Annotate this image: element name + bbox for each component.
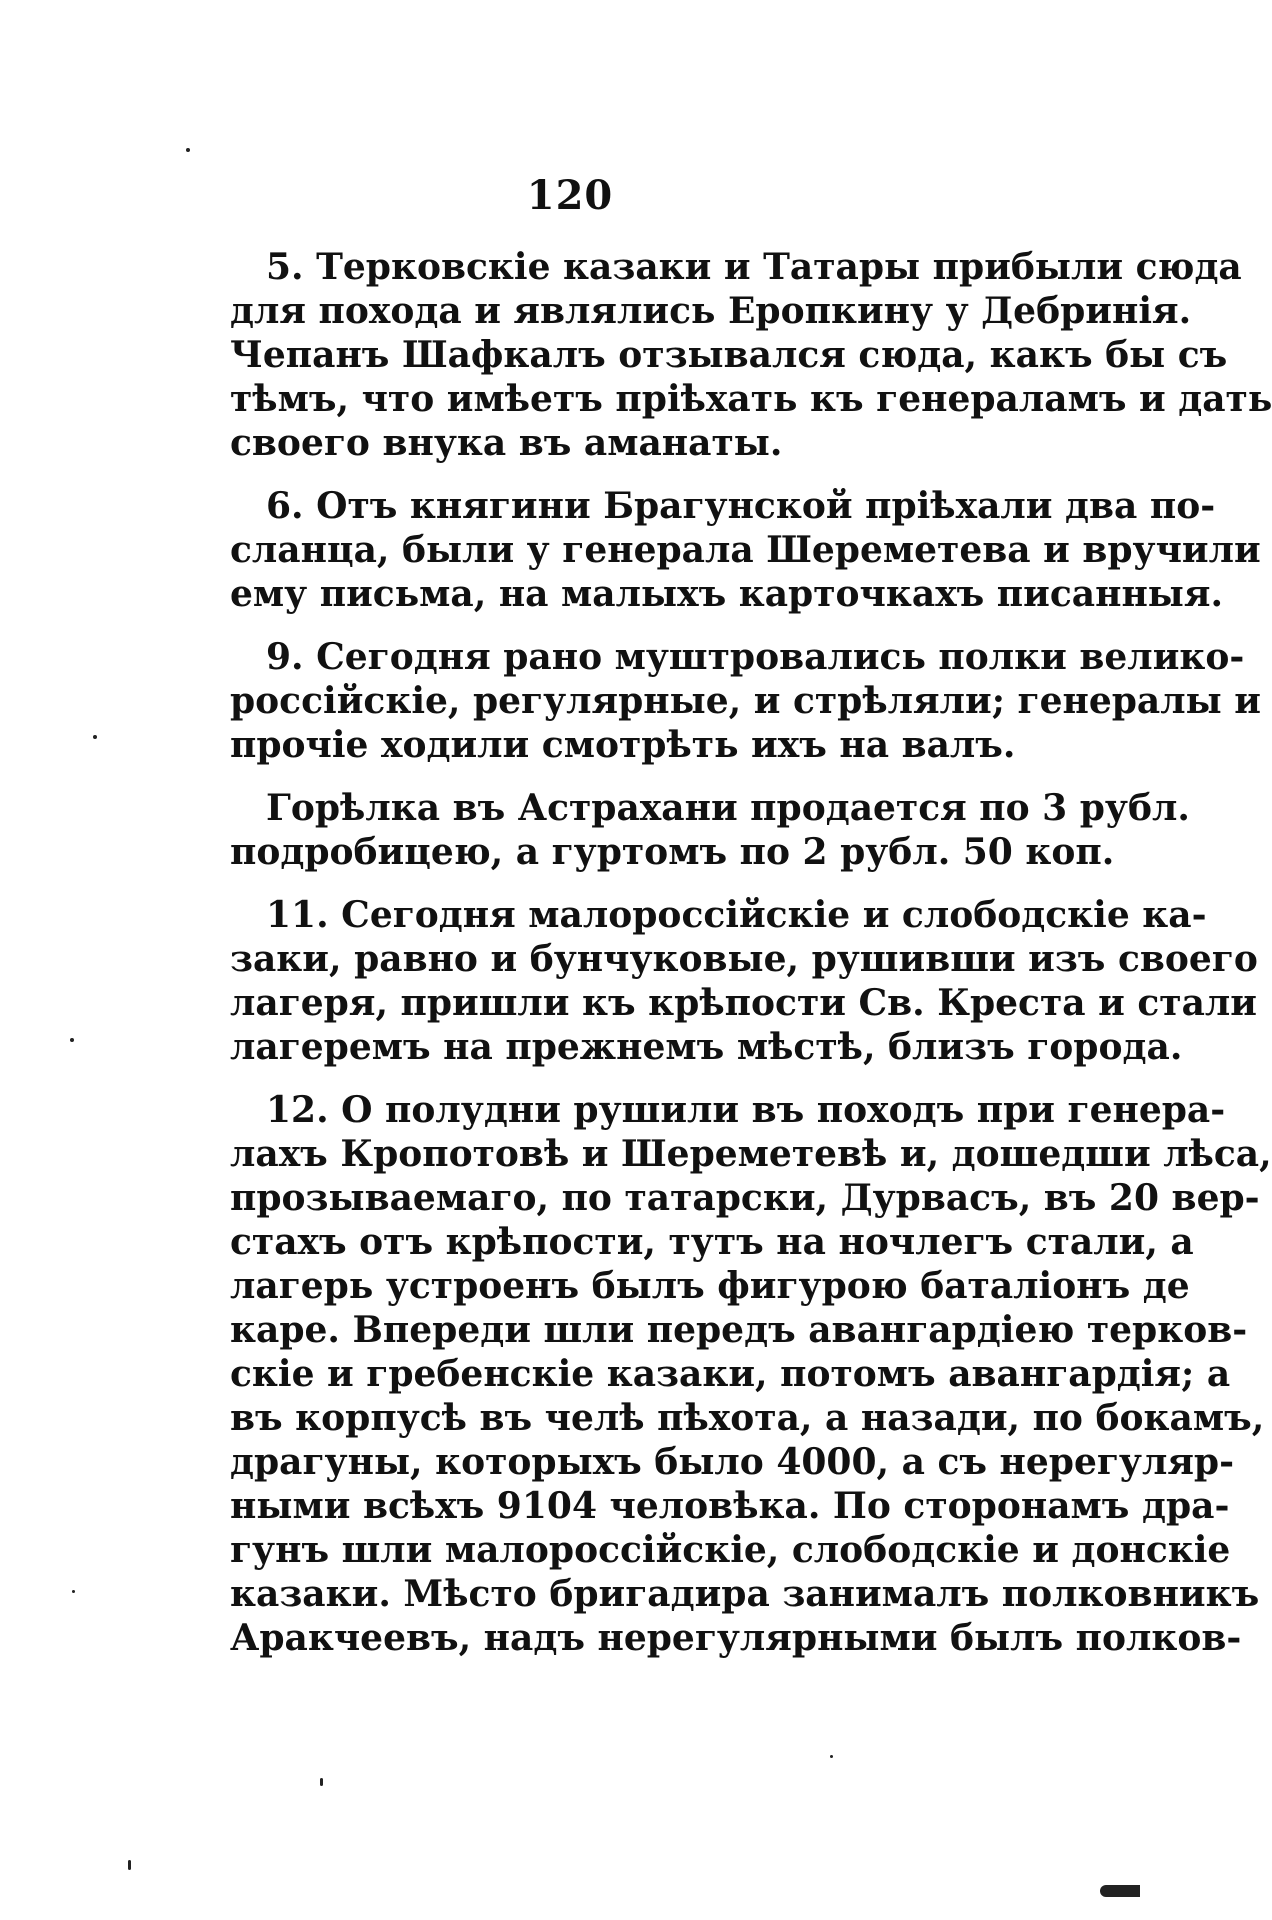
text-line: россійскіе, регулярные, и стрѣляли; генералы и bbox=[230, 680, 1261, 722]
text-line: прочіе ходили смотрѣть ихъ на валъ. bbox=[230, 724, 1016, 766]
paragraph-vodka-price bbox=[230, 786, 1190, 874]
text-line: ными всѣхъ 9104 человѣка. По сторонамъ дра- bbox=[230, 1485, 1230, 1527]
paragraph-entry-9 bbox=[230, 635, 1261, 767]
text-line: подробицею, а гуртомъ по 2 рубл. 50 коп. bbox=[230, 831, 1115, 873]
text-line: лахъ Кропотовѣ и Шереметевѣ и, дошедши лѣса, bbox=[230, 1133, 1272, 1175]
scan-speck bbox=[830, 1755, 833, 1758]
body-text bbox=[230, 245, 1272, 1679]
page-number: 120 bbox=[526, 172, 614, 219]
text-line: 5. Терковскіе казаки и Татары прибыли сюда bbox=[266, 246, 1242, 288]
text-line: 9. Сегодня рано муштровались полки велико- bbox=[266, 636, 1245, 678]
text-line: лагеря, пришли къ крѣпости Св. Креста и стали bbox=[230, 982, 1258, 1024]
text-line: прозываемаго, по татарски, Дурвасъ, въ 20 вер- bbox=[230, 1177, 1260, 1219]
paragraph-entry-11 bbox=[230, 893, 1258, 1069]
scan-speck bbox=[128, 1860, 131, 1870]
text-line: Чепанъ Шафкалъ отзывался сюда, какъ бы съ bbox=[230, 334, 1228, 376]
text-line: сланца, были у генерала Шереметева и вручили bbox=[230, 529, 1261, 571]
text-line: заки, равно и бунчуковые, рушивши изъ своего bbox=[230, 938, 1258, 980]
text-line: казаки. Мѣсто бригадира занималъ полковникъ bbox=[230, 1573, 1260, 1615]
scan-speck bbox=[72, 1590, 75, 1593]
text-line: въ корпусѣ въ челѣ пѣхота, а назади, по бокамъ, bbox=[230, 1397, 1265, 1439]
text-line: стахъ отъ крѣпости, тутъ на ночлегъ стали, а bbox=[230, 1221, 1194, 1263]
text-line: гунъ шли малороссійскіе, слободскіе и донскіе bbox=[230, 1529, 1231, 1571]
paragraph-entry-5 bbox=[230, 245, 1272, 465]
text-line: Аракчеевъ, надъ нерегулярными былъ полков- bbox=[230, 1617, 1242, 1659]
scan-speck bbox=[70, 1038, 74, 1042]
text-line: 11. Сегодня малороссійскіе и слободскіе ка- bbox=[266, 894, 1207, 936]
text-line: скіе и гребенскіе казаки, потомъ авангардія; а bbox=[230, 1353, 1231, 1395]
scan-speck bbox=[186, 148, 190, 152]
text-line: своего внука въ аманаты. bbox=[230, 422, 783, 464]
text-line: каре. Впереди шли передъ авангардіею терков- bbox=[230, 1309, 1248, 1351]
text-line: лагерь устроенъ былъ фигурою баталіонъ де bbox=[230, 1265, 1190, 1307]
text-line: 12. О полудни рушили въ походъ при генера- bbox=[266, 1089, 1226, 1131]
text-line: драгуны, которыхъ было 4000, а съ нерегуляр- bbox=[230, 1441, 1235, 1483]
text-line: тѣмъ, что имѣетъ пріѣхать къ генераламъ и дать bbox=[230, 378, 1272, 420]
scan-speck bbox=[93, 735, 97, 739]
text-line: лагеремъ на прежнемъ мѣстѣ, близъ города. bbox=[230, 1026, 1183, 1068]
scan-speck bbox=[1100, 1885, 1140, 1897]
scan-speck bbox=[320, 1778, 323, 1786]
text-line: 6. Отъ княгини Брагунской пріѣхали два по- bbox=[266, 485, 1216, 527]
text-line: ему письма, на малыхъ карточкахъ писанныя. bbox=[230, 573, 1224, 615]
paragraph-entry-6 bbox=[230, 484, 1261, 616]
text-line: для похода и являлись Еропкину у Дебринія. bbox=[230, 290, 1192, 332]
text-line: Горѣлка въ Астрахани продается по 3 рубл. bbox=[266, 787, 1190, 829]
paragraph-entry-12 bbox=[230, 1088, 1272, 1660]
